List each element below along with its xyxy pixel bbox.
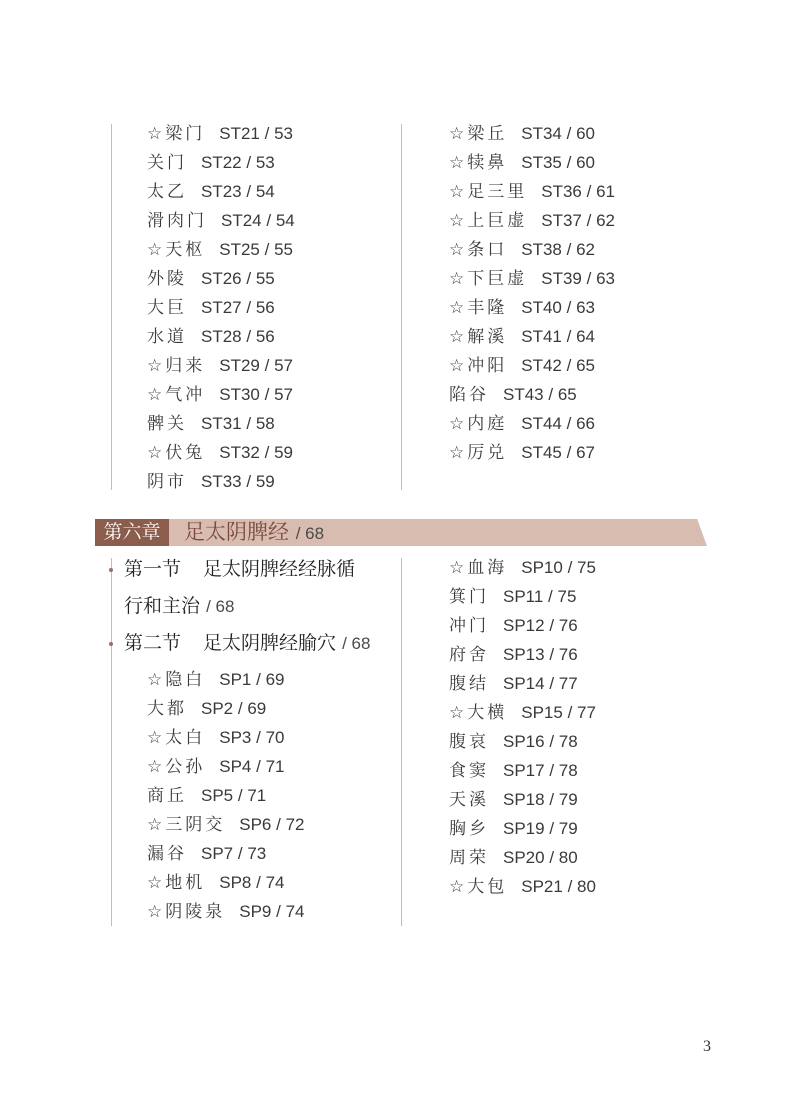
page-separator: /: [241, 153, 256, 172]
acupoint-name: ☆太白: [147, 728, 206, 748]
page-separator: /: [259, 240, 275, 259]
acupoint-page: 71: [265, 757, 285, 776]
page-separator: /: [271, 815, 286, 834]
acupoint-code: ST33: [201, 472, 242, 491]
section-1-title[interactable]: [124, 557, 355, 581]
acupoint-name: 漏谷: [147, 844, 187, 864]
acupoint-name: ☆上巨虚: [449, 211, 528, 231]
acupoint-page: 71: [247, 786, 267, 805]
acupoint-code: ST34: [521, 124, 562, 143]
acupoint-entry[interactable]: [147, 413, 275, 435]
acupoint-name: ☆梁门: [147, 124, 206, 144]
page-separator: /: [544, 645, 559, 664]
stomach-left-rule: [111, 124, 112, 490]
acupoint-code: ST31: [201, 414, 242, 433]
acupoint-code: ST25: [219, 240, 260, 259]
acupoint-page: 74: [265, 873, 285, 892]
acupoint-code: ST36: [541, 182, 582, 201]
acupoint-code: SP9: [239, 902, 272, 921]
acupoint-code: ST42: [521, 356, 562, 375]
acupoint-page: 57: [274, 385, 293, 404]
acupoint-entry[interactable]: [147, 326, 275, 348]
acupoint-name: ☆阴陵泉: [147, 902, 226, 922]
acupoint-entry[interactable]: [449, 355, 595, 377]
acupoint-page: 53: [255, 153, 275, 172]
section-1-title-continued[interactable]: [124, 594, 234, 619]
acupoint-name: 腹结: [449, 674, 489, 694]
page-separator: /: [544, 674, 559, 693]
page-separator: /: [544, 848, 559, 867]
acupoint-code: SP12: [503, 616, 545, 635]
acupoint-entry[interactable]: [147, 152, 275, 174]
acupoint-page: 75: [577, 558, 596, 577]
acupoint-entry[interactable]: [449, 876, 596, 898]
page-separator: /: [241, 298, 256, 317]
acupoint-code: SP19: [503, 819, 545, 838]
acupoint-page: 62: [576, 240, 595, 259]
acupoint-page: 54: [255, 182, 275, 201]
acupoint-code: ST38: [521, 240, 562, 259]
stomach-middle-rule: [401, 124, 402, 490]
acupoint-entry[interactable]: [147, 210, 295, 232]
page-separator: /: [271, 902, 286, 921]
acupoint-page: 56: [255, 327, 275, 346]
acupoint-name: 商丘: [147, 786, 187, 806]
acupoint-name: ☆大包: [449, 877, 508, 897]
acupoint-entry[interactable]: [147, 239, 293, 261]
chapter-title[interactable]: [184, 519, 324, 547]
acupoint-entry[interactable]: [147, 384, 293, 406]
section-2-title[interactable]: [124, 631, 370, 656]
page-separator: /: [561, 443, 577, 462]
acupoint-entry[interactable]: [449, 644, 578, 666]
acupoint-entry[interactable]: [147, 268, 275, 290]
acupoint-page: 75: [557, 587, 577, 606]
section-1-bullet: [109, 568, 113, 572]
acupoint-name: 腹哀: [449, 732, 489, 752]
page-separator: /: [251, 757, 266, 776]
acupoint-page: 53: [274, 124, 293, 143]
page-separator: /: [233, 699, 248, 718]
page-separator: /: [562, 703, 578, 722]
page-separator: /: [251, 873, 266, 892]
acupoint-entry[interactable]: [449, 789, 578, 811]
section-1-number: 第一节: [124, 558, 182, 580]
acupoint-entry[interactable]: [449, 818, 578, 840]
acupoint-page: 78: [558, 732, 578, 751]
acupoint-page: 74: [285, 902, 305, 921]
acupoint-entry[interactable]: [449, 557, 596, 579]
acupoint-name: 太乙: [147, 182, 187, 202]
acupoint-page: 58: [255, 414, 275, 433]
acupoint-page: 57: [274, 356, 293, 375]
acupoint-code: ST30: [219, 385, 260, 404]
acupoint-code: ST28: [201, 327, 242, 346]
page-separator: /: [561, 356, 577, 375]
page-separator: /: [544, 616, 559, 635]
acupoint-code: ST27: [201, 298, 242, 317]
section-1-page: / 68: [206, 597, 235, 616]
acupoint-page: 69: [265, 670, 285, 689]
page-separator: /: [544, 819, 559, 838]
acupoint-entry[interactable]: [147, 297, 275, 319]
page-separator: /: [581, 269, 597, 288]
acupoint-entry[interactable]: [449, 123, 595, 145]
acupoint-page: 80: [577, 877, 596, 896]
acupoint-entry[interactable]: [147, 872, 284, 894]
acupoint-page: 60: [576, 153, 595, 172]
acupoint-page: 65: [557, 385, 577, 404]
page-separator: /: [561, 240, 577, 259]
acupoint-code: SP15: [521, 703, 563, 722]
acupoint-page: 76: [558, 645, 578, 664]
acupoint-entry[interactable]: [449, 673, 578, 695]
acupoint-name: ☆公孙: [147, 757, 206, 777]
acupoint-page: 78: [558, 761, 578, 780]
acupoint-entry[interactable]: [449, 181, 615, 203]
page-separator: /: [562, 877, 578, 896]
acupoint-page: 79: [558, 790, 578, 809]
acupoint-entry[interactable]: [147, 442, 293, 464]
acupoint-page: 69: [247, 699, 267, 718]
acupoint-page: 55: [255, 269, 275, 288]
acupoint-page: 55: [274, 240, 293, 259]
acupoint-entry[interactable]: [449, 384, 577, 406]
acupoint-entry[interactable]: [147, 471, 275, 493]
section-1-title-line2: 行和主治: [124, 595, 201, 617]
acupoint-page: 61: [596, 182, 615, 201]
acupoint-name: 关门: [147, 153, 187, 173]
page-separator: /: [259, 356, 275, 375]
acupoint-entry[interactable]: [449, 152, 595, 174]
acupoint-code: ST44: [521, 414, 562, 433]
acupoint-name: ☆三阴交: [147, 815, 226, 835]
acupoint-page: 66: [576, 414, 595, 433]
page-separator: /: [241, 269, 256, 288]
acupoint-entry[interactable]: [449, 442, 595, 464]
acupoint-code: SP1: [219, 670, 252, 689]
acupoint-page: 63: [576, 298, 595, 317]
acupoint-name: ☆大横: [449, 703, 508, 723]
chapter-number: 第六章: [95, 519, 169, 546]
acupoint-code: SP8: [219, 873, 252, 892]
acupoint-name: 大巨: [147, 298, 187, 318]
acupoint-code: ST24: [221, 211, 262, 230]
section-2-title-text: 足太阴脾经腧穴: [203, 632, 337, 654]
acupoint-name: 食窦: [449, 761, 489, 781]
acupoint-entry[interactable]: [449, 268, 615, 290]
acupoint-name: ☆内庭: [449, 414, 508, 434]
acupoint-name: ☆厉兑: [449, 443, 508, 463]
acupoint-page: 67: [576, 443, 595, 462]
acupoint-code: SP10: [521, 558, 563, 577]
acupoint-code: ST39: [541, 269, 582, 288]
acupoint-code: ST35: [521, 153, 562, 172]
acupoint-page: 59: [255, 472, 275, 491]
acupoint-entry[interactable]: [449, 760, 578, 782]
page-separator: /: [561, 414, 577, 433]
page-separator: /: [544, 732, 559, 751]
acupoint-code: SP18: [503, 790, 545, 809]
acupoint-name: ☆归来: [147, 356, 206, 376]
acupoint-entry[interactable]: [147, 843, 266, 865]
acupoint-page: 63: [596, 269, 615, 288]
page-separator: /: [561, 298, 577, 317]
acupoint-entry[interactable]: [147, 698, 266, 720]
acupoint-name: ☆冲阳: [449, 356, 508, 376]
acupoint-code: SP13: [503, 645, 545, 664]
acupoint-name: 天溪: [449, 790, 489, 810]
chapter-page: / 68: [295, 524, 325, 543]
page-separator: /: [562, 558, 578, 577]
spleen-left-rule: [111, 558, 112, 926]
acupoint-code: SP20: [503, 848, 545, 867]
acupoint-code: ST21: [219, 124, 260, 143]
acupoint-entry[interactable]: [147, 814, 304, 836]
page-separator: /: [233, 786, 248, 805]
acupoint-name: 大都: [147, 699, 187, 719]
acupoint-entry[interactable]: [449, 297, 595, 319]
page-separator: /: [544, 790, 559, 809]
acupoint-entry[interactable]: [147, 727, 284, 749]
acupoint-entry[interactable]: [147, 123, 293, 145]
acupoint-entry[interactable]: [147, 669, 284, 691]
acupoint-page: 59: [274, 443, 293, 462]
acupoint-code: ST41: [521, 327, 562, 346]
acupoint-code: ST43: [503, 385, 544, 404]
page-number: 3: [703, 1038, 711, 1055]
acupoint-name: ☆解溪: [449, 327, 508, 347]
acupoint-page: 72: [285, 815, 305, 834]
acupoint-code: SP16: [503, 732, 545, 751]
acupoint-code: ST32: [219, 443, 260, 462]
acupoint-name: ☆足三里: [449, 182, 528, 202]
acupoint-code: ST29: [219, 356, 260, 375]
page-separator: /: [259, 385, 275, 404]
page-separator: /: [241, 414, 256, 433]
page-separator: /: [544, 761, 559, 780]
acupoint-page: 65: [576, 356, 595, 375]
acupoint-entry[interactable]: [449, 326, 595, 348]
acupoint-page: 80: [558, 848, 578, 867]
acupoint-code: ST40: [521, 298, 562, 317]
section-2-bullet: [109, 642, 113, 646]
acupoint-name: ☆梁丘: [449, 124, 508, 144]
acupoint-entry[interactable]: [449, 731, 578, 753]
acupoint-page: 64: [576, 327, 595, 346]
page-separator: /: [561, 124, 577, 143]
acupoint-name: ☆地机: [147, 873, 206, 893]
chapter-title-text: 足太阴脾经: [184, 520, 289, 544]
acupoint-name: 府舍: [449, 645, 489, 665]
acupoint-entry[interactable]: [147, 181, 275, 203]
acupoint-entry[interactable]: [449, 210, 615, 232]
acupoint-code: SP21: [521, 877, 563, 896]
acupoint-entry[interactable]: [449, 615, 578, 637]
page-separator: /: [561, 327, 577, 346]
acupoint-page: 73: [247, 844, 267, 863]
page-separator: /: [233, 844, 248, 863]
acupoint-name: ☆隐白: [147, 670, 206, 690]
acupoint-name: 箕门: [449, 587, 489, 607]
acupoint-code: ST37: [541, 211, 582, 230]
page-separator: /: [543, 587, 558, 606]
acupoint-entry[interactable]: [147, 901, 304, 923]
acupoint-name: ☆血海: [449, 558, 508, 578]
spleen-middle-rule: [401, 558, 402, 926]
acupoint-page: 56: [255, 298, 275, 317]
acupoint-name: 水道: [147, 327, 187, 347]
acupoint-entry[interactable]: [449, 847, 578, 869]
acupoint-code: ST23: [201, 182, 242, 201]
acupoint-name: 胸乡: [449, 819, 489, 839]
acupoint-entry[interactable]: [449, 413, 595, 435]
page-separator: /: [241, 182, 256, 201]
section-2-page: / 68: [342, 634, 371, 653]
acupoint-name: ☆气冲: [147, 385, 206, 405]
page-separator: /: [561, 153, 577, 172]
acupoint-name: 外陵: [147, 269, 187, 289]
page-separator: /: [543, 385, 558, 404]
acupoint-page: 70: [265, 728, 285, 747]
page-separator: /: [581, 211, 597, 230]
page-separator: /: [251, 728, 266, 747]
acupoint-code: SP3: [219, 728, 252, 747]
acupoint-code: SP5: [201, 786, 234, 805]
acupoint-code: SP2: [201, 699, 234, 718]
acupoint-name: 滑肉门: [147, 211, 207, 231]
acupoint-name: ☆伏兔: [147, 443, 206, 463]
acupoint-page: 54: [275, 211, 295, 230]
acupoint-entry[interactable]: [147, 785, 266, 807]
page-separator: /: [259, 443, 275, 462]
acupoint-page: 60: [576, 124, 595, 143]
acupoint-page: 79: [558, 819, 578, 838]
acupoint-code: ST45: [521, 443, 562, 462]
acupoint-page: 77: [577, 703, 596, 722]
acupoint-name: 陷谷: [449, 385, 489, 405]
section-2-number: 第二节: [124, 632, 182, 654]
acupoint-name: ☆下巨虚: [449, 269, 528, 289]
acupoint-name: ☆条口: [449, 240, 508, 260]
acupoint-name: ☆天枢: [147, 240, 206, 260]
acupoint-entry[interactable]: [147, 756, 284, 778]
acupoint-entry[interactable]: [147, 355, 293, 377]
acupoint-code: SP14: [503, 674, 545, 693]
acupoint-entry[interactable]: [449, 239, 595, 261]
page-separator: /: [259, 124, 275, 143]
page-separator: /: [241, 472, 256, 491]
acupoint-code: SP4: [219, 757, 252, 776]
acupoint-name: 阴市: [147, 472, 187, 492]
acupoint-name: 髀关: [147, 414, 187, 434]
page-separator: /: [261, 211, 276, 230]
acupoint-page: 62: [596, 211, 615, 230]
acupoint-name: 冲门: [449, 616, 489, 636]
acupoint-code: ST26: [201, 269, 242, 288]
acupoint-code: SP6: [239, 815, 272, 834]
acupoint-name: ☆犊鼻: [449, 153, 508, 173]
acupoint-code: ST22: [201, 153, 242, 172]
acupoint-entry[interactable]: [449, 586, 576, 608]
acupoint-entry[interactable]: [449, 702, 596, 724]
page-separator: /: [251, 670, 266, 689]
page-separator: /: [581, 182, 597, 201]
section-1-title-line1: 足太阴脾经经脉循: [203, 558, 356, 580]
acupoint-page: 76: [558, 616, 578, 635]
acupoint-name: ☆丰隆: [449, 298, 508, 318]
acupoint-code: SP7: [201, 844, 234, 863]
acupoint-page: 77: [558, 674, 578, 693]
acupoint-code: SP17: [503, 761, 545, 780]
acupoint-code: SP11: [503, 587, 544, 606]
page-separator: /: [241, 327, 256, 346]
acupoint-name: 周荣: [449, 848, 489, 868]
